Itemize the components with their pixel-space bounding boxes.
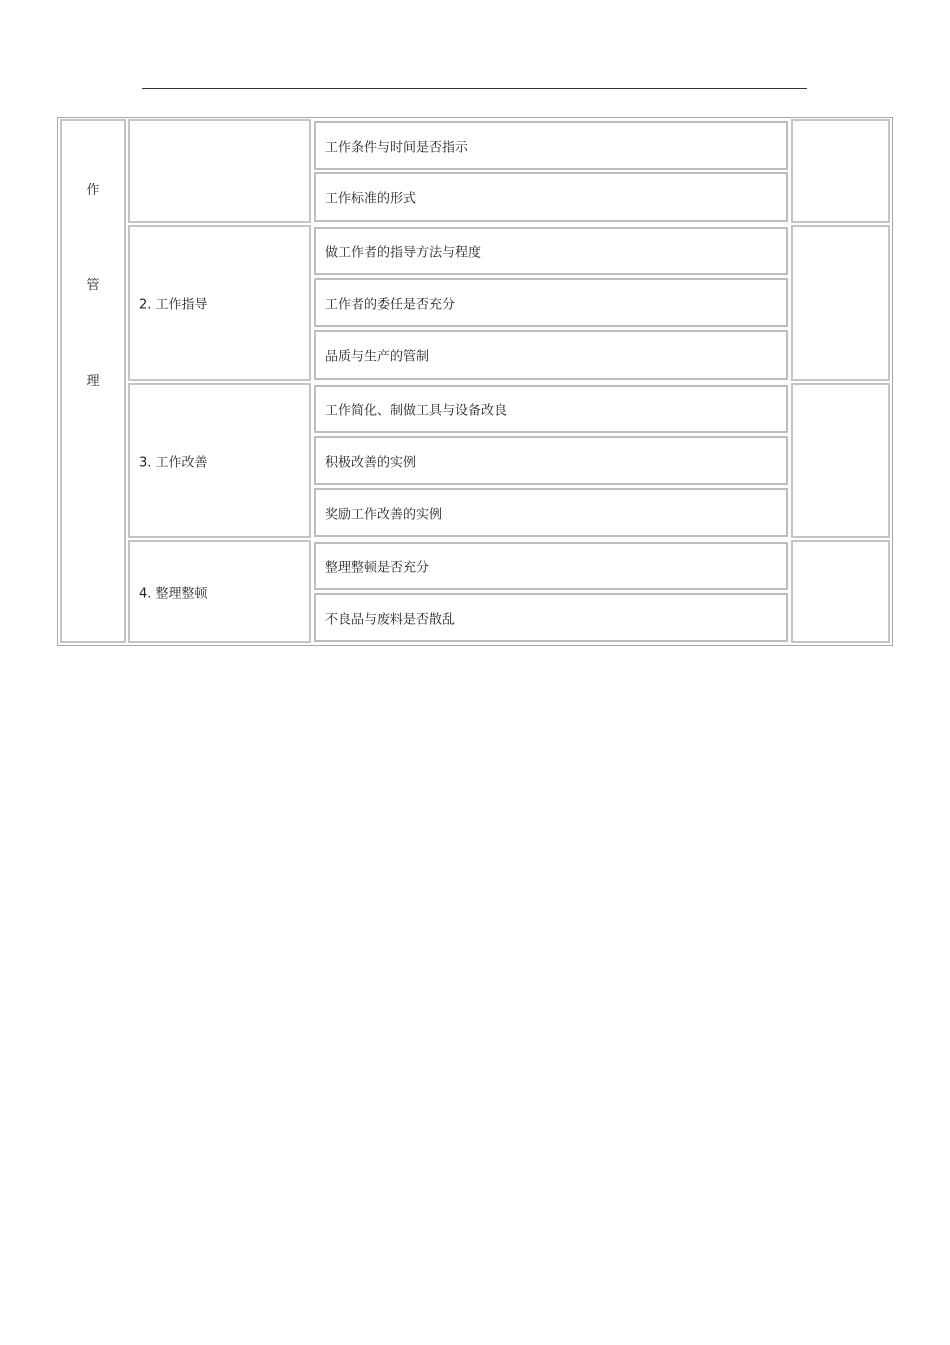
group-label: 4. 整理整顿	[139, 586, 208, 601]
category-char: 管	[86, 278, 100, 293]
category-char: 作	[86, 183, 100, 198]
check-item	[314, 385, 788, 433]
check-item-text: 积极改善的实例	[325, 455, 417, 470]
score-cell	[791, 540, 890, 643]
check-item-text: 工作者的委任是否充分	[325, 297, 456, 312]
check-item	[314, 593, 788, 642]
group-label-cell	[128, 540, 311, 643]
check-item-text: 工作标准的形式	[325, 191, 417, 207]
check-item	[314, 121, 788, 170]
check-item-text: 品质与生产的管制	[325, 349, 430, 365]
check-item-text: 工作条件与时间是否指示	[325, 140, 469, 155]
check-item	[314, 330, 788, 380]
check-item	[314, 172, 788, 222]
check-item	[314, 278, 788, 327]
check-item	[314, 488, 788, 537]
score-cell	[791, 225, 890, 381]
check-item-text: 不良品与废料是否散乱	[325, 612, 456, 627]
category-cell	[60, 119, 126, 643]
group-label-cell	[128, 383, 311, 538]
check-item	[314, 542, 788, 590]
check-item	[314, 436, 788, 485]
group-label: 2. 工作指导	[139, 297, 208, 313]
score-cell	[791, 119, 890, 223]
check-item-text: 整理整顿是否充分	[325, 560, 430, 576]
check-item-text: 奖励工作改善的实例	[325, 507, 443, 522]
check-item-text: 工作简化、制做工具与设备改良	[325, 403, 508, 419]
category-char: 理	[86, 374, 100, 389]
check-item-text: 做工作者的指导方法与程度	[325, 245, 482, 261]
group-label-cell	[128, 119, 311, 223]
group-label-cell	[128, 225, 311, 381]
group-label: 3. 工作改善	[139, 455, 208, 470]
check-item	[314, 227, 788, 275]
score-cell	[791, 383, 890, 538]
header-rule	[142, 88, 807, 89]
